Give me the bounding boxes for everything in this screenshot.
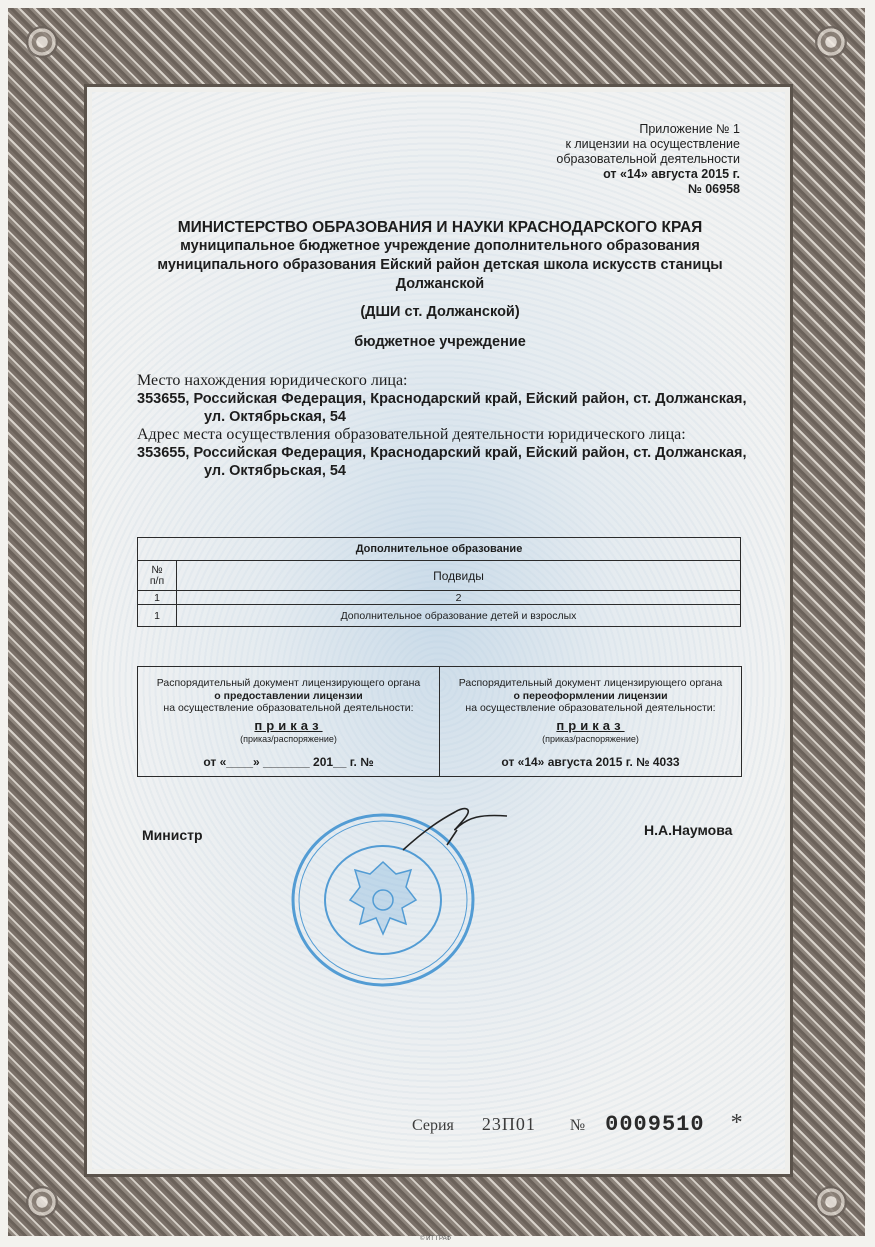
organization-name-line: муниципального образования Ейский район детская школа искусств станицы <box>157 257 723 273</box>
table-row <box>138 605 741 627</box>
order-document-hint: (приказ/распоряжение) <box>542 734 639 744</box>
activity-address-line: 353655, Российская Федерация, Краснодарский край, Ейский район, ст. Должанская, <box>137 445 747 461</box>
printer-mark: © ИТ ГРАФ <box>420 1236 451 1242</box>
order-date: от «14» августа 2015 г. № 4033 <box>501 754 680 769</box>
annex-number: № 06958 <box>687 182 740 196</box>
signature-icon <box>395 800 515 855</box>
signatory-position: Министр <box>142 827 203 843</box>
order-caption: Распорядительный документ лицензирующего органа <box>458 677 723 689</box>
activity-address-line: ул. Октябрьская, 54 <box>204 463 346 479</box>
organization-type: бюджетное учреждение <box>354 334 526 350</box>
order-caption: на осуществление образовательной деятельности: <box>465 702 716 714</box>
ministry-title: МИНИСТЕРСТВО ОБРАЗОВАНИЯ И НАУКИ КРАСНОДАРСКОГО КРАЯ <box>177 219 703 236</box>
corner-ornament <box>815 26 847 58</box>
annex-line: образовательной деятельности <box>556 152 740 166</box>
order-grant <box>138 667 439 776</box>
order-reissue <box>439 667 741 776</box>
index-cell: 1 <box>138 591 177 605</box>
blank-series-block <box>412 1110 743 1137</box>
annex-line: Приложение № 1 <box>639 122 740 136</box>
row-subtype: Дополнительное образование детей и взрослых <box>177 605 741 627</box>
corner-ornament <box>815 1186 847 1218</box>
signatory-name: Н.А.Наумова <box>644 822 733 838</box>
order-caption: Распорядительный документ лицензирующего органа <box>156 677 421 689</box>
legal-address-label: Место нахождения юридического лица: <box>137 372 408 389</box>
order-document-type: приказ <box>556 717 625 733</box>
legal-address-line: ул. Октябрьская, 54 <box>204 409 346 425</box>
blank-number: 0009510 <box>605 1112 705 1137</box>
order-document-type: приказ <box>254 717 323 733</box>
legal-address-block <box>137 372 757 426</box>
order-document-hint: (приказ/распоряжение) <box>240 734 337 744</box>
annex-block <box>480 122 740 197</box>
education-table <box>137 537 741 627</box>
organization-name-line: муниципальное бюджетное учреждение дополнительного образования <box>180 238 700 254</box>
series-code: 23П01 <box>481 1114 536 1134</box>
education-table-title: Дополнительное образование <box>138 538 741 561</box>
organization-abbreviation: (ДШИ ст. Должанской) <box>360 304 520 320</box>
order-kind: о предоставлении лицензии <box>214 689 363 702</box>
order-caption: на осуществление образовательной деятельности: <box>163 702 414 714</box>
document-header <box>120 218 760 350</box>
order-kind: о переоформлении лицензии <box>513 689 668 702</box>
index-cell: 2 <box>177 591 741 605</box>
column-header-subtypes: Подвиды <box>177 561 741 591</box>
annex-date: от «14» августа 2015 г. <box>603 167 740 181</box>
star-mark-icon: * <box>730 1110 743 1136</box>
corner-ornament <box>26 26 58 58</box>
activity-address-label: Адрес места осуществления образовательной деятельности юридического лица: <box>137 426 686 443</box>
orders-box <box>137 666 742 777</box>
series-label: Серия <box>412 1117 454 1134</box>
legal-address-line: 353655, Российская Федерация, Краснодарский край, Ейский район, ст. Должанская, <box>137 391 747 407</box>
activity-address-block <box>137 426 757 480</box>
row-number: 1 <box>138 605 177 627</box>
column-header-number: № п/п <box>138 561 177 591</box>
corner-ornament <box>26 1186 58 1218</box>
organization-name-line: Должанской <box>395 276 485 292</box>
order-date: от «____» _______ 201__ г. № <box>203 754 374 769</box>
number-label: № <box>569 1117 586 1134</box>
annex-line: к лицензии на осуществление <box>565 137 740 151</box>
